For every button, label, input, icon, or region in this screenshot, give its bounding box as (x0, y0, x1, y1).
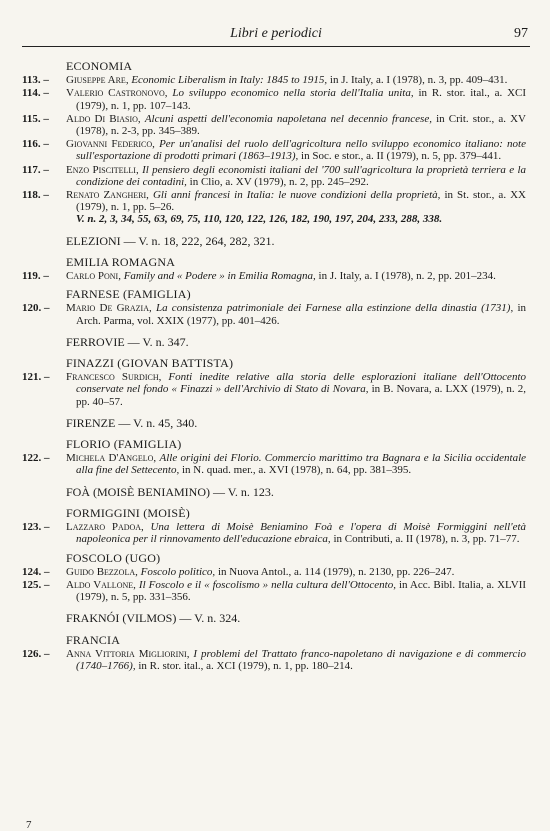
entry-citation: in Nuova Antol., a. 114 (1979), n. 2130, pp. 226–247. (217, 565, 455, 578)
entry-title: Fonti inedite relative alla storia delle esplorazioni italiane dell'Ottocento conservate nel fondo « Finazzi » dell'Archivio di Stato di Novara, (76, 371, 526, 396)
entry-author: Carlo Poni, (66, 270, 121, 283)
entry-citation: in Clio, a. XV (1979), n. 2, pp. 245–292. (189, 175, 369, 188)
entry-number: 126. – (22, 647, 50, 660)
entry-115 (22, 113, 526, 137)
page-header (22, 24, 530, 47)
entry-117 (22, 164, 526, 188)
entry-title: Per un'analisi del ruolo dell'agricoltura nello sviluppo economico italiano: note sull'esportazione di prodotti primari (1863–1913), (76, 138, 526, 163)
entry-author: Giovanni Federico, (66, 138, 155, 151)
entry-author: Valerio Castronovo, (66, 87, 168, 100)
entry-title: Economic Liberalism in Italy: 1845 to 1915, (131, 74, 328, 87)
section-heading: FLORIO (FAMIGLIA) (66, 437, 182, 452)
entry-124 (22, 566, 526, 578)
entry-author: Enzo Piscitelli, (66, 163, 139, 176)
entry-number: 123. – (22, 521, 50, 534)
section-heading: FORMIGGINI (MOISÈ) (66, 505, 190, 520)
cross-references: V. n. 2, 3, 34, 55, 63, 69, 75, 110, 120, 122, 126, 182, 190, 197, 204, 233, 288, 338. (76, 213, 443, 226)
entry-title: Il pensiero degli economisti italiani del '700 sull'agricoltura la proprietà terriera e la condizione dei contadini, (76, 163, 527, 188)
entry-citation: in R. stor. ital., a. XCI (1979), n. 1, pp. 107–143. (76, 87, 527, 112)
entry-title: Gli anni francesi in Italia: le nuove condizioni della proprietà, (152, 189, 441, 202)
entry-author: Michela D'Angelo, (66, 452, 157, 465)
entry-title: Alcuni aspetti dell'economia napoletana nel decennio francese, (144, 112, 432, 125)
entry-114 (22, 87, 526, 111)
entry-citation: in Soc. e stor., a. II (1979), n. 5, pp. 379–441. (301, 150, 502, 163)
subject-cross-reference: FOÀ (MOISÈ BENIAMINO) — V. n. 123. (66, 484, 274, 499)
entry-author: Aldo Di Biasio, (66, 112, 141, 125)
bibliography-content (22, 60, 526, 673)
entry-title: I problemi del Trattato franco-napoletano di navigazione e di commercio (1740–1766), (76, 647, 526, 672)
entry-123 (22, 521, 526, 545)
entry-citation: in St. stor., a. XX (1979), n. 1, pp. 5–26. (76, 189, 526, 214)
page-number: 97 (514, 26, 528, 41)
entry-citation: in Contributi, a. II (1978), n. 3, pp. 71–77. (333, 533, 520, 546)
entry-citation: in J. Italy, a. I (1978), n. 3, pp. 409–431. (329, 74, 508, 87)
entry-title: Il Foscolo e il « foscolismo » nella cultura dell'Ottocento, (138, 578, 396, 591)
entry-number: 117. – (22, 163, 49, 176)
entry-number: 122. – (22, 452, 50, 465)
entry-citation: in B. Novara, a. LXX (1979), n. 2, pp. 40–57. (76, 383, 526, 408)
section-heading: EMILIA ROMAGNA (66, 254, 176, 269)
entry-author: Anna Vittoria Migliorini, (66, 647, 190, 660)
entry-number: 115. – (22, 112, 49, 125)
entry-author: Francesco Surdich, (66, 371, 162, 384)
entry-116 (22, 138, 526, 162)
entry-title: Foscolo politico, (140, 565, 216, 578)
entry-number: 119. – (22, 270, 49, 283)
running-title: Libri e periodici (230, 26, 322, 41)
entry-citation: in Crit. stor., a. XV (1978), n. 2-3, pp. 345–389. (76, 112, 526, 138)
entry-citation: in Acc. Bibl. Italia, a. XLVII (1979), n. 5, pp. 331–356. (76, 578, 527, 604)
entry-title: La consistenza patrimoniale dei Farnese alla estinzione della dinastia (1731), (155, 302, 514, 315)
entry-citation: in J. Italy, a. I (1978), n. 2, pp. 201–234. (318, 270, 496, 283)
section-heading: FARNESE (FAMIGLIA) (66, 287, 191, 302)
entry-118 (22, 189, 526, 226)
entry-122 (22, 452, 526, 476)
entry-title: Lo sviluppo economico nella storia dell'Italia unita, (172, 87, 414, 100)
entry-119 (22, 270, 526, 282)
entry-number: 118. – (22, 189, 49, 202)
entry-author: Guido Bezzola, (66, 565, 138, 578)
entry-126 (22, 648, 526, 672)
entry-number: 116. – (22, 138, 49, 151)
entry-number: 113. – (22, 74, 49, 87)
entry-120 (22, 302, 526, 326)
entry-author: Lazzaro Padoa, (66, 521, 144, 534)
entry-121 (22, 371, 526, 408)
section-heading: ECONOMIA (66, 59, 133, 73)
section-heading: FINAZZI (GIOVAN BATTISTA) (66, 356, 234, 371)
entry-title: Alle origini dei Florio. Commercio marittimo tra Bagnara e la Sicilia occidentale alla fine del Settecento, (76, 452, 527, 477)
subject-cross-reference: FERROVIE — V. n. 347. (66, 334, 189, 349)
subject-cross-reference: ELEZIONI — V. n. 18, 222, 264, 282, 321. (66, 233, 275, 248)
entry-author: Renato Zangheri, (66, 189, 149, 202)
entry-author: Giuseppe Are, (66, 74, 129, 87)
entry-citation: in R. stor. ital., a. XCI (1979), n. 1, pp. 180–214. (138, 659, 353, 672)
entry-113 (22, 74, 526, 86)
section-heading: FRANCIA (66, 632, 121, 647)
entry-citation: in N. quad. mer., a. XVI (1978), n. 64, pp. 381–395. (182, 464, 412, 477)
entry-title: Family and « Podere » in Emilia Romagna, (123, 270, 316, 283)
section-heading: FOSCOLO (UGO) (66, 550, 161, 565)
entry-number: 114. – (22, 87, 49, 100)
entry-author: Aldo Vallone, (66, 578, 136, 591)
entry-number: 121. – (22, 371, 50, 384)
subject-cross-reference: FRAKNÓI (VILMOS) — V. n. 324. (66, 611, 241, 626)
entry-citation: in Arch. Parma, vol. XXIX (1977), pp. 401–426. (76, 302, 526, 327)
footer-mark: 7 (26, 819, 32, 831)
entry-number: 124. – (22, 565, 50, 578)
entry-125 (22, 579, 526, 603)
subject-cross-reference: FIRENZE — V. n. 45, 340. (66, 415, 198, 430)
entry-title: Una lettera di Moisè Beniamino Foà e l'opera di Moisè Formiggini nell'età napoleonica per il rinnovamento dell'educazione ebraica, (76, 521, 527, 546)
entry-author: Mario De Grazia, (66, 302, 152, 315)
entry-number: 125. – (22, 578, 50, 591)
entry-number: 120. – (22, 302, 50, 315)
